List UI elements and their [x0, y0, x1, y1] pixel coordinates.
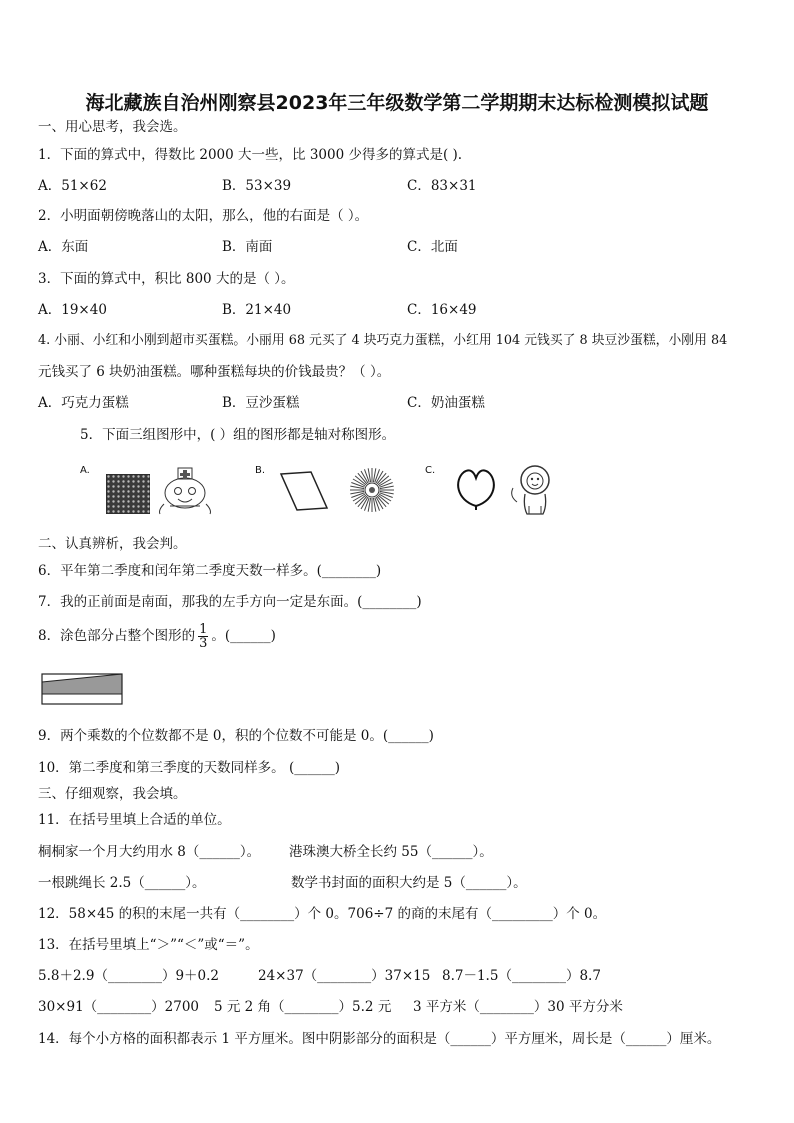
- q13-compare-4: 30×91（________）2700: [38, 999, 200, 1015]
- q13-compare-1: 5.8＋2.9（________）9＋0.2: [38, 968, 219, 984]
- sunburst-circle-figure: [347, 466, 397, 514]
- q2-option-a: A．东面: [38, 239, 89, 255]
- q4-option-c: C．奶油蛋糕: [407, 395, 485, 411]
- question-7: 7．我的正前面是南面，那我的左手方向一定是东面。(________): [38, 594, 422, 610]
- q13-compare-6: 3 平方米（________）30 平方分米: [413, 999, 623, 1015]
- lion-figure: [505, 462, 563, 518]
- section-heading-1: 一、用心思考，我会选。: [38, 119, 187, 135]
- question-6: 6．平年第二季度和闰年第二季度天数一样多。(________): [38, 563, 382, 579]
- question-13: 13．在括号里填上“＞”“＜”或“＝”。: [38, 937, 259, 953]
- question-10: 10．第二季度和第三季度的天数同样多。 (______): [38, 760, 341, 776]
- q3-option-b: B．21×40: [222, 302, 292, 318]
- question-4-line-2: 元钱买了 6 块奶油蛋糕。哪种蛋糕每块的价钱最贵？（ ）。: [38, 364, 391, 380]
- question-5: 5．下面三组图形中，( ）组的图形都是轴对称图形。: [80, 427, 396, 443]
- q1-option-a: A．51×62: [38, 178, 107, 194]
- section-heading-3: 三、仔细观察，我会填。: [38, 786, 187, 802]
- q8-text-after: 。(______): [211, 628, 276, 644]
- q2-option-b: B．南面: [222, 239, 273, 255]
- one-third-fraction: [198, 623, 208, 650]
- fraction-numerator: 1: [199, 622, 208, 637]
- q4-option-a: A．巧克力蛋糕: [38, 395, 129, 411]
- q13-compare-3: 8.7－1.5（________）8.7: [442, 968, 601, 984]
- q8-text-before: 8．涂色部分占整个图形的: [38, 628, 196, 644]
- question-12: 12．58×45 的积的末尾一共有（________）个 0。706÷7 的商的末尾有（_________）个 0。: [38, 906, 607, 922]
- question-9: 9．两个乘数的个位数都不是 0，积的个位数不可能是 0。(______): [38, 728, 434, 744]
- shaded-rectangle-figure: [40, 672, 124, 706]
- q4-option-b: B．豆沙蛋糕: [222, 395, 300, 411]
- q11-item-c: 一根跳绳长 2.5（______）。: [38, 875, 206, 891]
- leaf-figure: [452, 466, 500, 510]
- question-1: 1．下面的算式中，得数比 2000 大一些，比 3000 少得多的算式是( ).: [38, 147, 463, 163]
- question-11: 11．在括号里填上合适的单位。: [38, 812, 231, 828]
- patterned-square-figure: [106, 474, 150, 514]
- cartoon-nurse-figure: [154, 466, 216, 516]
- q11-item-b: 港珠澳大桥全长约 55（______）。: [289, 844, 493, 860]
- page-title: 海北藏族自治州刚察县2023年三年级数学第二学期期末达标检测模拟试题: [85, 92, 709, 114]
- question-8: [38, 622, 276, 650]
- q1-option-c: C．83×31: [407, 178, 477, 194]
- q11-item-a: 桐桐家一个月大约用水 8（______）。: [38, 844, 261, 860]
- q13-compare-5: 5 元 2 角（________）5.2 元: [214, 999, 392, 1015]
- q11-item-d: 数学书封面的面积大约是 5（______）。: [291, 875, 527, 891]
- section-heading-2: 二、认真辨析，我会判。: [38, 536, 187, 552]
- question-14: 14．每个小方格的面积都表示 1 平方厘米。图中阴影部分的面积是（______）平方厘米，周长是（______）厘米。: [38, 1031, 721, 1047]
- q13-compare-2: 24×37（________）37×15: [258, 968, 431, 984]
- question-2: 2．小明面朝傍晚落山的太阳，那么，他的右面是（ ）。: [38, 208, 369, 224]
- q3-option-c: C．16×49: [407, 302, 477, 318]
- q3-option-a: A．19×40: [38, 302, 107, 318]
- q2-option-c: C．北面: [407, 239, 458, 255]
- figure-label-a: A.: [80, 465, 90, 476]
- q1-option-b: B．53×39: [222, 178, 292, 194]
- figure-label-b: B.: [255, 465, 266, 476]
- fraction-denominator: 3: [199, 636, 208, 651]
- question-3: 3．下面的算式中，积比 800 大的是（ ）。: [38, 271, 295, 287]
- parallelogram-figure: [279, 470, 329, 512]
- figure-label-c: C.: [425, 465, 436, 476]
- question-4-line-1: 4. 小丽、小红和小刚到超市买蛋糕。小丽用 68 元买了 4 块巧克力蛋糕，小红用 104 元钱买了 8 块豆沙蛋糕，小刚用 84: [38, 333, 728, 348]
